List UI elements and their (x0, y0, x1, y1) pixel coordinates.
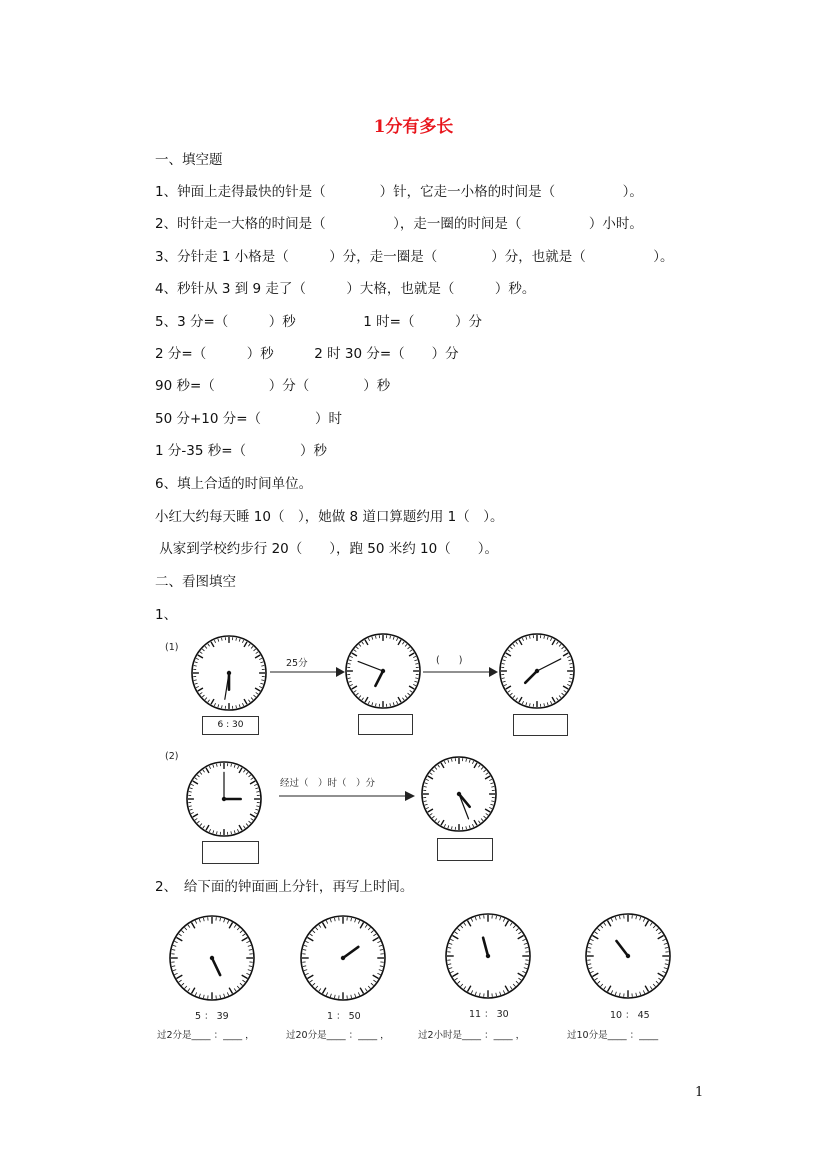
question-line: 小红大约每天睡 10（ ），她做 8 道口算题约用 1（ ）。 (155, 509, 504, 525)
answer-blank[interactable]: 过20分是____ ：____ ， (286, 1030, 390, 1041)
clock-face (168, 914, 256, 1002)
question-line: 50 分+10 分=（ ）时 (155, 411, 343, 427)
question-line: 1、钟面上走得最快的针是（ ）针，它走一小格的时间是（ ）。 (155, 184, 643, 200)
question-line: 2、时针走一大格的时间是（ ），走一圈的时间是（ ）小时。 (155, 216, 643, 232)
clock-time-label: 1 ： 50 (327, 1011, 361, 1022)
question-line: 1 分-35 秒=（ ）秒 (155, 443, 328, 459)
clock-time-label: 5 ： 39 (195, 1011, 229, 1022)
arrow-label: 经过（ ）时（ ）分 (280, 778, 376, 789)
answer-box[interactable] (358, 714, 413, 735)
answer-box[interactable] (202, 841, 259, 864)
answer-blank[interactable]: 过2小时是____ ：____ ， (418, 1030, 526, 1041)
clock-time-label: 10 ： 45 (610, 1010, 650, 1021)
part-label: (2) (165, 751, 179, 762)
clock-face (299, 914, 387, 1002)
page-title: 1分有多长 (373, 117, 454, 137)
clock-face (584, 912, 672, 1000)
question-line: 5、3 分=（ ）秒 1 时=（ ）分 (155, 314, 482, 330)
clock-face (185, 760, 263, 838)
answer-box[interactable] (437, 838, 493, 861)
clock-face (344, 632, 422, 710)
question-line: 4、秒针从 3 到 9 走了（ ）大格，也就是（ ）秒。 (155, 281, 536, 297)
clock-face (498, 632, 576, 710)
arrow-icon (279, 789, 415, 803)
time-box: 6 : 30 (202, 716, 259, 735)
answer-blank[interactable]: 过2分是____ ：____ ， (157, 1030, 255, 1041)
question-line: 2 分=（ ）秒 2 时 30 分=（ ）分 (155, 346, 459, 362)
question-line: 6、填上合适的时间单位。 (155, 476, 313, 492)
arrow-label: 25分 (286, 658, 308, 669)
clock-face (190, 634, 268, 712)
arrow-label: ( ) (436, 655, 463, 666)
clock-face (444, 912, 532, 1000)
arrow-icon (423, 665, 498, 679)
answer-box[interactable] (513, 714, 568, 736)
clock-time-label: 11 ： 30 (469, 1009, 509, 1020)
section-heading-fill: 一、填空题 (155, 152, 223, 168)
section-heading-figures: 二、看图填空 (155, 574, 236, 590)
clock-face (420, 755, 498, 833)
answer-blank[interactable]: 过10分是____ ：____ (567, 1030, 659, 1041)
question-line: 从家到学校约步行 20（ ），跑 50 米约 10（ ）。 (155, 541, 498, 557)
question-line: 3、分针走 1 小格是（ ）分，走一圈是（ ）分，也就是（ ）。 (155, 249, 674, 265)
part-label: (1) (165, 642, 179, 653)
question-label: 2、 给下面的钟面画上分针，再写上时间。 (155, 879, 414, 895)
question-line: 90 秒=（ ）分（ ）秒 (155, 378, 391, 394)
question-label: 1、 (155, 607, 178, 623)
page-number: 1 (695, 1085, 704, 1100)
